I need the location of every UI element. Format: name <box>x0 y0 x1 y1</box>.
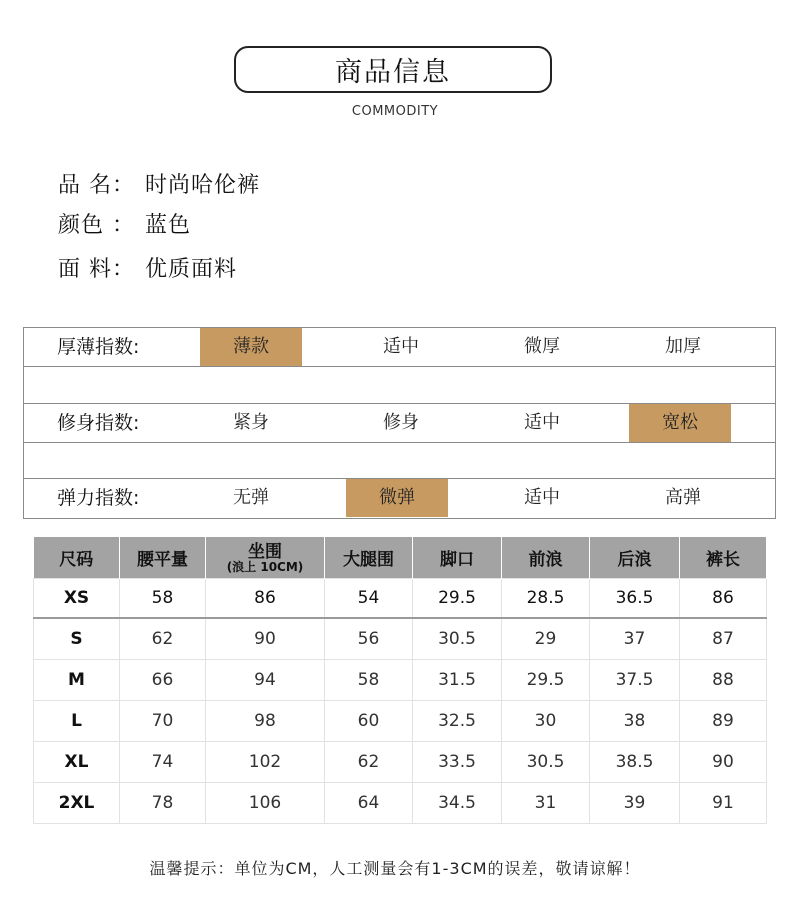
table-cell: 37 <box>590 618 680 660</box>
table-cell: 54 <box>325 579 413 619</box>
table-cell: 90 <box>206 618 325 660</box>
table-cell: 56 <box>325 618 413 660</box>
info-color-label: 颜色 ： <box>58 213 135 238</box>
table-cell: 58 <box>325 660 413 701</box>
col-header: 尺码 <box>34 537 120 579</box>
index-option: 紧身 <box>233 412 269 433</box>
index-label: 弹力指数: <box>57 487 140 509</box>
info-fabric-value: 优质面料 <box>145 257 238 282</box>
col-header: 腰平量 <box>120 537 206 579</box>
index-row-elasticity <box>24 479 775 517</box>
page-title: 商品信息 <box>335 57 451 88</box>
table-cell: 33.5 <box>413 742 502 783</box>
index-row-thickness <box>24 328 775 366</box>
info-name <box>58 168 260 199</box>
footer-note: 温馨提示：单位为CM，人工测量会有1-3CM的误差，敬请谅解！ <box>149 859 641 878</box>
size-table-header <box>34 537 767 579</box>
table-cell: 38.5 <box>590 742 680 783</box>
table-cell: 102 <box>206 742 325 783</box>
table-cell: 32.5 <box>413 701 502 742</box>
table-row <box>34 783 767 824</box>
index-label: 修身指数: <box>57 412 140 434</box>
table-cell: 78 <box>120 783 206 824</box>
index-option: 修身 <box>383 412 419 433</box>
table-cell: S <box>34 618 120 660</box>
index-option: 宽松 <box>629 404 731 442</box>
info-name-label: 品 名： <box>58 173 135 198</box>
table-cell: 60 <box>325 701 413 742</box>
table-cell: 31 <box>502 783 590 824</box>
index-option: 微弹 <box>346 479 448 517</box>
info-color <box>58 208 191 239</box>
table-cell: 36.5 <box>590 579 680 619</box>
table-cell: 87 <box>680 618 767 660</box>
info-color-value: 蓝色 <box>145 213 192 238</box>
table-cell: 89 <box>680 701 767 742</box>
col-header: 大腿围 <box>325 537 413 579</box>
table-cell: 30 <box>502 701 590 742</box>
table-cell: L <box>34 701 120 742</box>
divider <box>24 442 775 443</box>
col-header: 前浪 <box>502 537 590 579</box>
index-option: 适中 <box>524 412 560 433</box>
table-cell: 29 <box>502 618 590 660</box>
info-fabric <box>58 252 237 283</box>
table-row <box>34 660 767 701</box>
table-cell: 31.5 <box>413 660 502 701</box>
table-cell: 74 <box>120 742 206 783</box>
index-option: 微厚 <box>524 336 560 357</box>
col-header: 后浪 <box>590 537 680 579</box>
table-cell: 29.5 <box>413 579 502 619</box>
table-cell: 58 <box>120 579 206 619</box>
table-cell: 62 <box>120 618 206 660</box>
info-name-value: 时尚哈伦裤 <box>145 173 261 198</box>
index-option: 薄款 <box>200 328 302 366</box>
table-cell: 62 <box>325 742 413 783</box>
table-row <box>34 742 767 783</box>
size-table <box>33 537 767 824</box>
table-cell: 39 <box>590 783 680 824</box>
table-cell: 38 <box>590 701 680 742</box>
table-cell: 86 <box>206 579 325 619</box>
index-option: 无弹 <box>233 487 269 508</box>
divider <box>24 366 775 367</box>
table-cell: 98 <box>206 701 325 742</box>
table-cell: 29.5 <box>502 660 590 701</box>
table-cell: 2XL <box>34 783 120 824</box>
index-option: 高弹 <box>665 487 701 508</box>
index-label: 厚薄指数: <box>57 336 140 358</box>
page-subtitle: COMMODITY <box>351 104 439 119</box>
index-table <box>23 327 776 519</box>
index-row-fit <box>24 404 775 442</box>
table-cell: 66 <box>120 660 206 701</box>
table-cell: M <box>34 660 120 701</box>
table-cell: 88 <box>680 660 767 701</box>
col-header: 脚口 <box>413 537 502 579</box>
info-fabric-label: 面 料： <box>58 257 135 282</box>
col-header-note: (浪上 10CM) <box>226 559 304 574</box>
table-cell: 91 <box>680 783 767 824</box>
index-option: 加厚 <box>665 336 701 357</box>
index-option: 适中 <box>383 336 419 357</box>
table-row <box>34 579 767 619</box>
table-cell: 106 <box>206 783 325 824</box>
table-cell: 30.5 <box>413 618 502 660</box>
col-header: 裤长 <box>680 537 767 579</box>
table-cell: 64 <box>325 783 413 824</box>
table-cell: 90 <box>680 742 767 783</box>
col-header-text: 坐围 <box>248 541 282 562</box>
table-row <box>34 618 767 660</box>
table-cell: 70 <box>120 701 206 742</box>
table-cell: XS <box>34 579 120 619</box>
table-cell: 86 <box>680 579 767 619</box>
table-cell: XL <box>34 742 120 783</box>
table-cell: 34.5 <box>413 783 502 824</box>
table-cell: 37.5 <box>590 660 680 701</box>
table-cell: 28.5 <box>502 579 590 619</box>
table-cell: 94 <box>206 660 325 701</box>
page-title-box <box>234 46 552 93</box>
table-cell: 30.5 <box>502 742 590 783</box>
table-row <box>34 701 767 742</box>
index-option: 适中 <box>524 487 560 508</box>
col-header-hip <box>206 537 325 579</box>
